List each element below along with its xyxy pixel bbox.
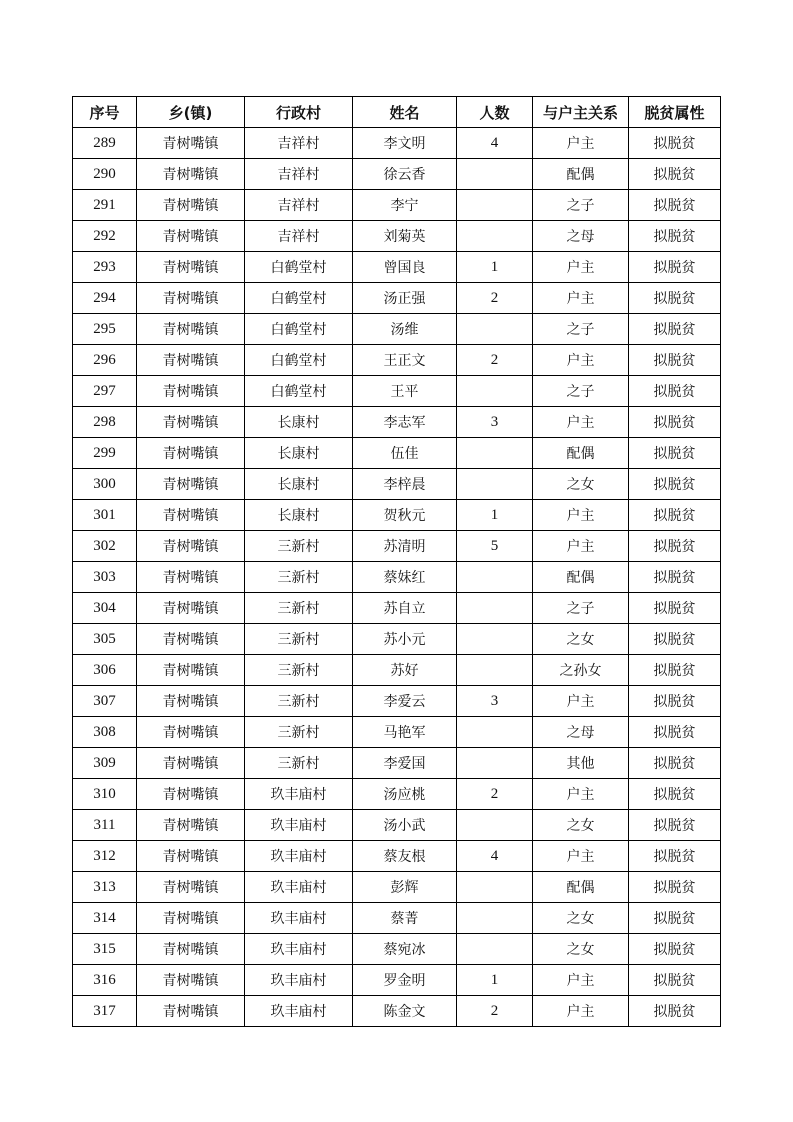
cell-poverty-status: 拟脱贫 <box>629 376 721 407</box>
cell-poverty-status: 拟脱贫 <box>629 345 721 376</box>
cell-serial-number: 298 <box>73 407 137 438</box>
cell-serial-number: 299 <box>73 438 137 469</box>
header-serial-number: 序号 <box>73 97 137 128</box>
table-row <box>73 748 721 779</box>
cell-household-size <box>457 903 533 934</box>
cell-relationship: 配偶 <box>533 872 629 903</box>
cell-relationship: 之女 <box>533 624 629 655</box>
cell-serial-number: 290 <box>73 159 137 190</box>
cell-village: 长康村 <box>245 438 353 469</box>
cell-township: 青树嘴镇 <box>137 128 245 159</box>
cell-household-size <box>457 469 533 500</box>
cell-township: 青树嘴镇 <box>137 965 245 996</box>
cell-household-size: 3 <box>457 407 533 438</box>
table-row <box>73 407 721 438</box>
cell-village: 吉祥村 <box>245 190 353 221</box>
cell-township: 青树嘴镇 <box>137 345 245 376</box>
header-township: 乡(镇) <box>137 97 245 128</box>
cell-poverty-status: 拟脱贫 <box>629 965 721 996</box>
cell-name: 伍佳 <box>353 438 457 469</box>
cell-household-size: 2 <box>457 779 533 810</box>
cell-village: 长康村 <box>245 500 353 531</box>
cell-household-size: 1 <box>457 965 533 996</box>
cell-relationship: 户主 <box>533 965 629 996</box>
cell-name: 刘菊英 <box>353 221 457 252</box>
cell-household-size: 1 <box>457 500 533 531</box>
cell-village: 吉祥村 <box>245 159 353 190</box>
table-row <box>73 686 721 717</box>
cell-relationship: 户主 <box>533 686 629 717</box>
cell-township: 青树嘴镇 <box>137 438 245 469</box>
cell-serial-number: 307 <box>73 686 137 717</box>
cell-township: 青树嘴镇 <box>137 996 245 1027</box>
cell-name: 徐云香 <box>353 159 457 190</box>
cell-poverty-status: 拟脱贫 <box>629 283 721 314</box>
cell-village: 三新村 <box>245 624 353 655</box>
table-row <box>73 469 721 500</box>
cell-household-size <box>457 624 533 655</box>
cell-serial-number: 289 <box>73 128 137 159</box>
cell-village: 白鹤堂村 <box>245 376 353 407</box>
cell-poverty-status: 拟脱贫 <box>629 128 721 159</box>
cell-name: 李宁 <box>353 190 457 221</box>
cell-relationship: 之孙女 <box>533 655 629 686</box>
cell-village: 玖丰庙村 <box>245 965 353 996</box>
cell-serial-number: 302 <box>73 531 137 562</box>
cell-township: 青树嘴镇 <box>137 469 245 500</box>
cell-relationship: 之女 <box>533 934 629 965</box>
cell-poverty-status: 拟脱贫 <box>629 593 721 624</box>
cell-serial-number: 293 <box>73 252 137 283</box>
cell-name: 汤小武 <box>353 810 457 841</box>
table-row <box>73 934 721 965</box>
cell-name: 李文明 <box>353 128 457 159</box>
cell-township: 青树嘴镇 <box>137 934 245 965</box>
cell-household-size: 1 <box>457 252 533 283</box>
cell-township: 青树嘴镇 <box>137 159 245 190</box>
cell-serial-number: 306 <box>73 655 137 686</box>
cell-poverty-status: 拟脱贫 <box>629 469 721 500</box>
cell-poverty-status: 拟脱贫 <box>629 748 721 779</box>
cell-name: 汤维 <box>353 314 457 345</box>
cell-household-size <box>457 562 533 593</box>
cell-relationship: 之女 <box>533 903 629 934</box>
cell-village: 白鹤堂村 <box>245 314 353 345</box>
cell-household-size: 2 <box>457 345 533 376</box>
cell-relationship: 之子 <box>533 314 629 345</box>
cell-serial-number: 291 <box>73 190 137 221</box>
cell-relationship: 配偶 <box>533 438 629 469</box>
cell-serial-number: 316 <box>73 965 137 996</box>
cell-serial-number: 295 <box>73 314 137 345</box>
cell-name: 蔡友根 <box>353 841 457 872</box>
cell-poverty-status: 拟脱贫 <box>629 159 721 190</box>
table-row <box>73 841 721 872</box>
cell-name: 李梓晨 <box>353 469 457 500</box>
cell-poverty-status: 拟脱贫 <box>629 562 721 593</box>
cell-relationship: 户主 <box>533 779 629 810</box>
cell-village: 玖丰庙村 <box>245 810 353 841</box>
cell-name: 苏清明 <box>353 531 457 562</box>
cell-serial-number: 305 <box>73 624 137 655</box>
cell-name: 李爱国 <box>353 748 457 779</box>
cell-village: 三新村 <box>245 686 353 717</box>
cell-poverty-status: 拟脱贫 <box>629 531 721 562</box>
table-row <box>73 500 721 531</box>
cell-village: 吉祥村 <box>245 128 353 159</box>
table-row <box>73 345 721 376</box>
cell-name: 王平 <box>353 376 457 407</box>
cell-relationship: 之母 <box>533 221 629 252</box>
cell-serial-number: 301 <box>73 500 137 531</box>
cell-poverty-status: 拟脱贫 <box>629 624 721 655</box>
cell-relationship: 户主 <box>533 531 629 562</box>
cell-township: 青树嘴镇 <box>137 376 245 407</box>
cell-household-size <box>457 159 533 190</box>
cell-relationship: 之女 <box>533 810 629 841</box>
cell-serial-number: 308 <box>73 717 137 748</box>
header-household-size: 人数 <box>457 97 533 128</box>
cell-name: 蔡菁 <box>353 903 457 934</box>
cell-village: 三新村 <box>245 593 353 624</box>
cell-village: 吉祥村 <box>245 221 353 252</box>
cell-name: 苏好 <box>353 655 457 686</box>
cell-poverty-status: 拟脱贫 <box>629 190 721 221</box>
cell-relationship: 之女 <box>533 469 629 500</box>
cell-relationship: 户主 <box>533 252 629 283</box>
cell-township: 青树嘴镇 <box>137 903 245 934</box>
cell-serial-number: 303 <box>73 562 137 593</box>
cell-relationship: 之子 <box>533 376 629 407</box>
cell-village: 三新村 <box>245 531 353 562</box>
cell-township: 青树嘴镇 <box>137 624 245 655</box>
cell-household-size <box>457 872 533 903</box>
cell-township: 青树嘴镇 <box>137 283 245 314</box>
table-row <box>73 376 721 407</box>
header-village: 行政村 <box>245 97 353 128</box>
cell-relationship: 户主 <box>533 841 629 872</box>
poverty-household-table <box>72 96 721 1027</box>
cell-relationship: 配偶 <box>533 562 629 593</box>
cell-village: 白鹤堂村 <box>245 345 353 376</box>
cell-household-size <box>457 221 533 252</box>
cell-relationship: 户主 <box>533 128 629 159</box>
cell-household-size: 5 <box>457 531 533 562</box>
cell-name: 曾国良 <box>353 252 457 283</box>
table-row <box>73 190 721 221</box>
cell-household-size: 4 <box>457 128 533 159</box>
cell-township: 青树嘴镇 <box>137 407 245 438</box>
cell-household-size <box>457 314 533 345</box>
cell-village: 玖丰庙村 <box>245 934 353 965</box>
cell-village: 玖丰庙村 <box>245 872 353 903</box>
cell-household-size <box>457 748 533 779</box>
cell-village: 白鹤堂村 <box>245 252 353 283</box>
cell-township: 青树嘴镇 <box>137 779 245 810</box>
cell-relationship: 户主 <box>533 345 629 376</box>
cell-township: 青树嘴镇 <box>137 748 245 779</box>
table-row <box>73 283 721 314</box>
cell-village: 玖丰庙村 <box>245 903 353 934</box>
cell-household-size <box>457 438 533 469</box>
cell-poverty-status: 拟脱贫 <box>629 779 721 810</box>
cell-name: 苏自立 <box>353 593 457 624</box>
cell-household-size <box>457 934 533 965</box>
table-body <box>73 128 721 1027</box>
cell-township: 青树嘴镇 <box>137 190 245 221</box>
cell-village: 玖丰庙村 <box>245 996 353 1027</box>
table-row <box>73 903 721 934</box>
cell-poverty-status: 拟脱贫 <box>629 500 721 531</box>
cell-township: 青树嘴镇 <box>137 810 245 841</box>
cell-name: 蔡宛冰 <box>353 934 457 965</box>
cell-village: 玖丰庙村 <box>245 841 353 872</box>
cell-village: 玖丰庙村 <box>245 779 353 810</box>
cell-name: 彭辉 <box>353 872 457 903</box>
cell-township: 青树嘴镇 <box>137 221 245 252</box>
cell-serial-number: 317 <box>73 996 137 1027</box>
cell-name: 李志军 <box>353 407 457 438</box>
header-relationship: 与户主关系 <box>533 97 629 128</box>
cell-name: 罗金明 <box>353 965 457 996</box>
cell-township: 青树嘴镇 <box>137 593 245 624</box>
cell-poverty-status: 拟脱贫 <box>629 903 721 934</box>
table-row <box>73 562 721 593</box>
cell-serial-number: 294 <box>73 283 137 314</box>
cell-poverty-status: 拟脱贫 <box>629 996 721 1027</box>
cell-poverty-status: 拟脱贫 <box>629 221 721 252</box>
cell-poverty-status: 拟脱贫 <box>629 407 721 438</box>
cell-name: 汤应桃 <box>353 779 457 810</box>
table-row <box>73 717 721 748</box>
table-row <box>73 252 721 283</box>
cell-household-size: 2 <box>457 996 533 1027</box>
cell-poverty-status: 拟脱贫 <box>629 872 721 903</box>
cell-serial-number: 296 <box>73 345 137 376</box>
cell-township: 青树嘴镇 <box>137 841 245 872</box>
cell-relationship: 配偶 <box>533 159 629 190</box>
table-row <box>73 624 721 655</box>
cell-relationship: 其他 <box>533 748 629 779</box>
table-row <box>73 159 721 190</box>
cell-township: 青树嘴镇 <box>137 872 245 903</box>
cell-poverty-status: 拟脱贫 <box>629 934 721 965</box>
cell-township: 青树嘴镇 <box>137 531 245 562</box>
cell-relationship: 户主 <box>533 407 629 438</box>
cell-household-size: 2 <box>457 283 533 314</box>
cell-household-size: 4 <box>457 841 533 872</box>
cell-name: 李爱云 <box>353 686 457 717</box>
cell-household-size <box>457 376 533 407</box>
cell-village: 三新村 <box>245 655 353 686</box>
cell-poverty-status: 拟脱贫 <box>629 314 721 345</box>
cell-village: 三新村 <box>245 748 353 779</box>
cell-poverty-status: 拟脱贫 <box>629 810 721 841</box>
cell-serial-number: 314 <box>73 903 137 934</box>
table-row <box>73 872 721 903</box>
cell-household-size <box>457 810 533 841</box>
cell-serial-number: 313 <box>73 872 137 903</box>
table-row <box>73 810 721 841</box>
header-name: 姓名 <box>353 97 457 128</box>
cell-name: 马艳军 <box>353 717 457 748</box>
cell-serial-number: 311 <box>73 810 137 841</box>
cell-village: 三新村 <box>245 717 353 748</box>
cell-serial-number: 297 <box>73 376 137 407</box>
cell-township: 青树嘴镇 <box>137 717 245 748</box>
table-row <box>73 531 721 562</box>
cell-poverty-status: 拟脱贫 <box>629 438 721 469</box>
cell-township: 青树嘴镇 <box>137 500 245 531</box>
cell-relationship: 之母 <box>533 717 629 748</box>
cell-poverty-status: 拟脱贫 <box>629 841 721 872</box>
table-row <box>73 779 721 810</box>
cell-relationship: 户主 <box>533 500 629 531</box>
cell-township: 青树嘴镇 <box>137 562 245 593</box>
header-poverty-status: 脱贫属性 <box>629 97 721 128</box>
cell-village: 三新村 <box>245 562 353 593</box>
table-header-row <box>73 97 721 128</box>
cell-household-size <box>457 190 533 221</box>
cell-relationship: 之子 <box>533 190 629 221</box>
cell-relationship: 户主 <box>533 283 629 314</box>
table-row <box>73 996 721 1027</box>
table-row <box>73 593 721 624</box>
cell-poverty-status: 拟脱贫 <box>629 686 721 717</box>
cell-poverty-status: 拟脱贫 <box>629 717 721 748</box>
cell-name: 蔡妹红 <box>353 562 457 593</box>
cell-serial-number: 309 <box>73 748 137 779</box>
cell-name: 汤正强 <box>353 283 457 314</box>
cell-township: 青树嘴镇 <box>137 252 245 283</box>
cell-name: 陈金文 <box>353 996 457 1027</box>
cell-village: 长康村 <box>245 407 353 438</box>
cell-village: 长康村 <box>245 469 353 500</box>
table-row <box>73 128 721 159</box>
cell-township: 青树嘴镇 <box>137 314 245 345</box>
cell-name: 贺秋元 <box>353 500 457 531</box>
cell-name: 王正文 <box>353 345 457 376</box>
cell-serial-number: 292 <box>73 221 137 252</box>
table-row <box>73 221 721 252</box>
table-row <box>73 655 721 686</box>
cell-serial-number: 310 <box>73 779 137 810</box>
cell-household-size <box>457 717 533 748</box>
table-row <box>73 965 721 996</box>
cell-name: 苏小元 <box>353 624 457 655</box>
cell-poverty-status: 拟脱贫 <box>629 655 721 686</box>
cell-household-size <box>457 593 533 624</box>
cell-relationship: 之子 <box>533 593 629 624</box>
cell-serial-number: 315 <box>73 934 137 965</box>
cell-relationship: 户主 <box>533 996 629 1027</box>
cell-household-size <box>457 655 533 686</box>
cell-township: 青树嘴镇 <box>137 686 245 717</box>
table-row <box>73 438 721 469</box>
cell-township: 青树嘴镇 <box>137 655 245 686</box>
cell-serial-number: 300 <box>73 469 137 500</box>
cell-village: 白鹤堂村 <box>245 283 353 314</box>
cell-poverty-status: 拟脱贫 <box>629 252 721 283</box>
cell-serial-number: 304 <box>73 593 137 624</box>
document-page <box>72 96 720 1027</box>
cell-household-size: 3 <box>457 686 533 717</box>
table-row <box>73 314 721 345</box>
cell-serial-number: 312 <box>73 841 137 872</box>
